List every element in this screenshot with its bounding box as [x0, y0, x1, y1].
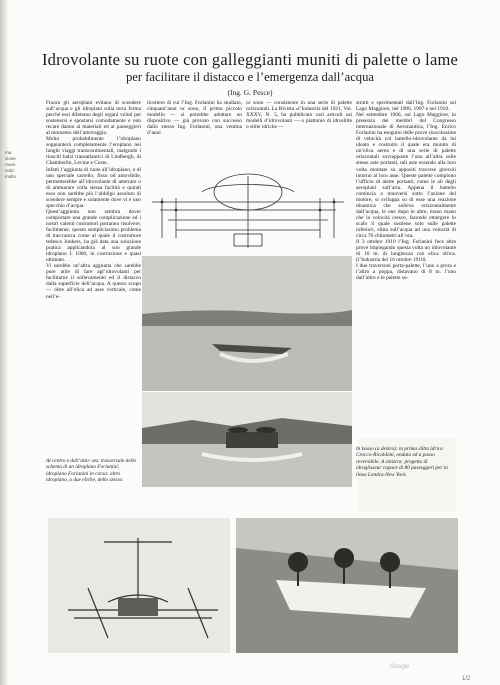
caption-left: Al centro e dall’alto: sez. trasversale dello schema di un idroplano Forlanini; idroplano Forlanini in corsa: altro idroplano, a due eliche, dello stesso. [46, 458, 137, 484]
article-subtitle: per facilitare il distacco e l’emergenza dall’acqua [125, 70, 374, 84]
hydroplane-section-diagram [142, 158, 354, 256]
page-number: 1/2 [462, 676, 471, 682]
photo-idroglisseur-project [236, 518, 458, 653]
body-column-1: Finora gli aeroplani evitano di scendere sull’acqua e gli idroplani sulla terra ferma perchè essi difettano degli organi voluti per sostenersi e spostarsi comodamente e non recare danno ai materiali ed ai passeggieri al momento dell’atterraggio. Molto probabilmente l’idroplano soppianterà completamente l’eroplano nei lunghi viaggi transcontinentali, malgrado i riusciti balzi transatlantici di Lindbergh, di Chamberlin, Levine e Coste. Infatti l’aggiunta di ruote all’idroplano, o di uno speciale carrello, fisso od amovibile, permetterebbe all’idrovolante di atterrare o di ammarare colla stessa facilità e quindi esso non sarebbe più l’obbligo assoluto di scendere sempre e solamente dove vi è uno specchio d’acqua. Quest’aggiunta non sembra dover comportare una grande complicazione ed i nostri valenti costruttori potranno risolvere, facilmente, questo semplicissimo problema di meccanica come al quale il costruttore tedesco Junkers, ha già data una soluzione pratica applicandola al suo grande idroplano J. 1000, in costruzione e quasi ultimato. Vi sarebbe un’altra aggiunta che sarebbe pure utile di fare agl’idrovolanti per facilitarne il sollevamento ed il distacco dalla superficie dell’acqua. A questo scopo — oltre all’elica ad asse verticale, come nell’e- [46, 100, 141, 300]
body-column-4: strutti e sperimentati dall’Ing. Forlanini sul Lago Maggiore, nel 1906, 1907 e nel 1910. Nel settembre 1906, sul Lago Maggiore, in presenza dei membri del Congresso internazionale di Aeronautica, l’Ing. Enrico Forlanini ha eseguito delle prove riuscitissime di velocità col battello-idrovolante da lui ideato e costruito il quale era munito di un’elica aerea e di una serie di palette orizzontali sovrapposte l’una all’altra sulle stesse aste portanti, tali aste essendo alla loro volta montate su appositi traverse girevoli intorno al loro asse. Queste palette compiono l’ufficio di alette portanti, come le ali degli aeroplani sull’aria. Appena il battello comincia a muoversi sotto l’azione del motore, si sviluppa su di esse una reazione dinamica che solleva orizzontalmente dall’acqua, le une dopo le altre, mano mano che la velocità cresce, facendo emergere lo scafo il quale sostiene solo sulle palette inferiori, slitta sull’acqua ad una velocità di circa 70 chilometri all’ora. Il 3 ottobre 1910 l’Ing. Forlanini fece altre prove impiegando questa volta un idrovolante di 10 m. di lunghezza con elica idrica. (l’Industria del 16 ottobre 1910). I due traversoni porta-palette, l’uno a prora e l’altro a poppa, distavano di 8 m. l’uno dall’altro e le palette so- [356, 100, 456, 282]
photo-hydroplane-two-propellers [142, 392, 352, 487]
photo-forlanini-hydroplane-running [142, 256, 352, 391]
photo-crocco-ricaldoni-slitta-frame [48, 518, 230, 653]
article-author: (Ing. G. Pesce) [227, 88, 273, 97]
caption-right: In basso (a destra): la prima slitta idrica Crocco-Ricaldoni, ondata ed a passo reversibile. A sinistra: progetto di idroglisseur capace di 80 passeggeri per la linea Londra-New York. [356, 446, 448, 478]
body-column-3: or sono — consistente in una serie di palette orizzontali. La Rivista «l’Industria del 1921, Vol. XXXV, N. 5, ha pubblicato vari articoli sui modelli d’idrovolanti — o piattonio di idroslitte o slitte idriche — [246, 100, 352, 131]
article-title: Idrovolante su ruote con galleggianti muniti di palette o lame [41, 50, 459, 69]
body-column-2: licottero di cui l’Ing. Forlanini ha studiato, cinquant’anni or sono, il primo piccolo modello — si potrebbe adottare un dispositivo — già provato con successo dallo stesso Ing. Forlanini, una ventina d’anni [147, 100, 242, 137]
scan-watermark: Google [390, 664, 410, 670]
scan-edge [0, 0, 8, 685]
margin-note: ma zione Avan- notiz molto [5, 150, 17, 179]
